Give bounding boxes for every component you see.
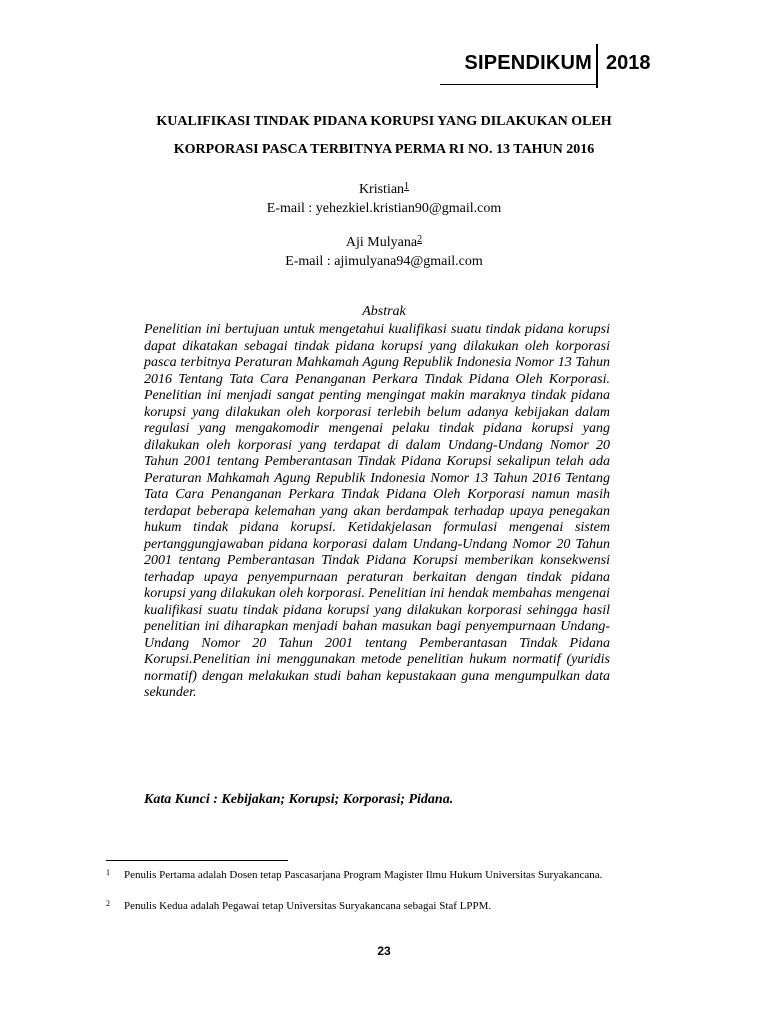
footnote-mark[interactable]: 1	[404, 181, 410, 192]
footnote-number: 1	[106, 868, 110, 877]
author-name: Kristian	[358, 182, 405, 197]
author-2	[100, 233, 668, 271]
author-email: E-mail : yehezkiel.kristian90@gmail.com	[266, 201, 502, 216]
footnote-number: 2	[106, 899, 110, 908]
header-divider	[596, 44, 598, 88]
paper-title	[100, 108, 668, 164]
keywords: Kata Kunci : Kebijakan; Korupsi; Korporasi; Pidana.	[144, 792, 454, 807]
title-line-1: KUALIFIKASI TINDAK PIDANA KORUPSI YANG DILAKUKAN OLEH	[156, 114, 612, 129]
footnote-rule	[106, 860, 288, 861]
title-line-2: KORPORASI PASCA TERBITNYA PERMA RI NO. 13 TAHUN 2016	[173, 142, 595, 157]
footnote-text: Penulis Pertama adalah Dosen tetap Pascasarjana Program Magister Ilmu Hukum Universitas Suryakancana.	[124, 869, 603, 881]
author-1	[100, 180, 668, 218]
page-number: 23	[377, 944, 391, 958]
journal-name: SIPENDIKUM	[464, 52, 592, 74]
footnote-mark[interactable]: 2	[417, 234, 423, 245]
author-email: E-mail : ajimulyana94@gmail.com	[285, 254, 483, 269]
footnote-1	[106, 868, 662, 883]
footnote-text: Penulis Kedua adalah Pegawai tetap Universitas Suryakancana sebagai Staf LPPM.	[124, 900, 492, 912]
author-name: Aji Mulyana	[345, 235, 418, 250]
abstract-heading: Abstrak	[362, 304, 406, 319]
abstract-body: Penelitian ini bertujuan untuk mengetahui kualifikasi suatu tindak pidana korupsi dapat dikatakan sebagai tindak pidana korupsi yang dilakukan oleh korporasi pasca terbitnya Peraturan Mahkamah Agung Republik Indonesia Nomor 13 Tahun 2016 Tentang Tata Cara Penanganan Perkara Tindak Pidana Oleh Korporasi. Penelitian ini menjadi sangat penting mengingat makin maraknya tindak pidana korupsi yang dilakukan oleh korporasi terlebih belum adanya kebijakan dalam regulasi yang mengakomodir mengenai pelaku tindak pidana korupsi yang dilakukan oleh korporasi yang terdapat di dalam Undang-Undang Nomor 20 Tahun 2001 tentang Pemberantasan Tindak Pidana Korupsi sekalipun telah ada Peraturan Mahkamah Agung Republik Indonesia Nomor 13 Tahun 2016 Tentang Tata Cara Penanganan Perkara Tindak Pidana Oleh Korporasi namun masih terdapat beberapa kelemahan yang akan berdampak terhadap upaya penegakan hukum tindak pidana korupsi. Ketidakjelasan formulasi mengenai sistem pertanggungjawaban pidana korporasi dalam Undang-Undang Nomor 20 Tahun 2001 tentang Pemberantasan Tindak Pidana Korupsi memberikan konsekwensi terhadap upaya penyempurnaan peraturan berkaitan dengan tindak pidana korupsi yang dilakukan oleh korporasi. Penelitian ini hendak membahas mengenai kualifikasi suatu tindak pidana korupsi yang dilakukan korporasi sehingga hasil penelitian ini diharapkan menjadi bahan masukan bagi penyempurnaan Undang-Undang Nomor 20 Tahun 2001 tentang Pemberantasan Tindak Pidana Korupsi.Penelitian ini menggunakan metode penelitian hukum normatif (yuridis normatif) dengan melakukan studi bahan kepustakaan guna mengumpulkan data sekunder.	[144, 322, 610, 700]
journal-year: 2018	[606, 52, 651, 74]
header-rule	[440, 84, 596, 85]
running-header	[440, 44, 720, 88]
footnote-2	[106, 899, 662, 914]
